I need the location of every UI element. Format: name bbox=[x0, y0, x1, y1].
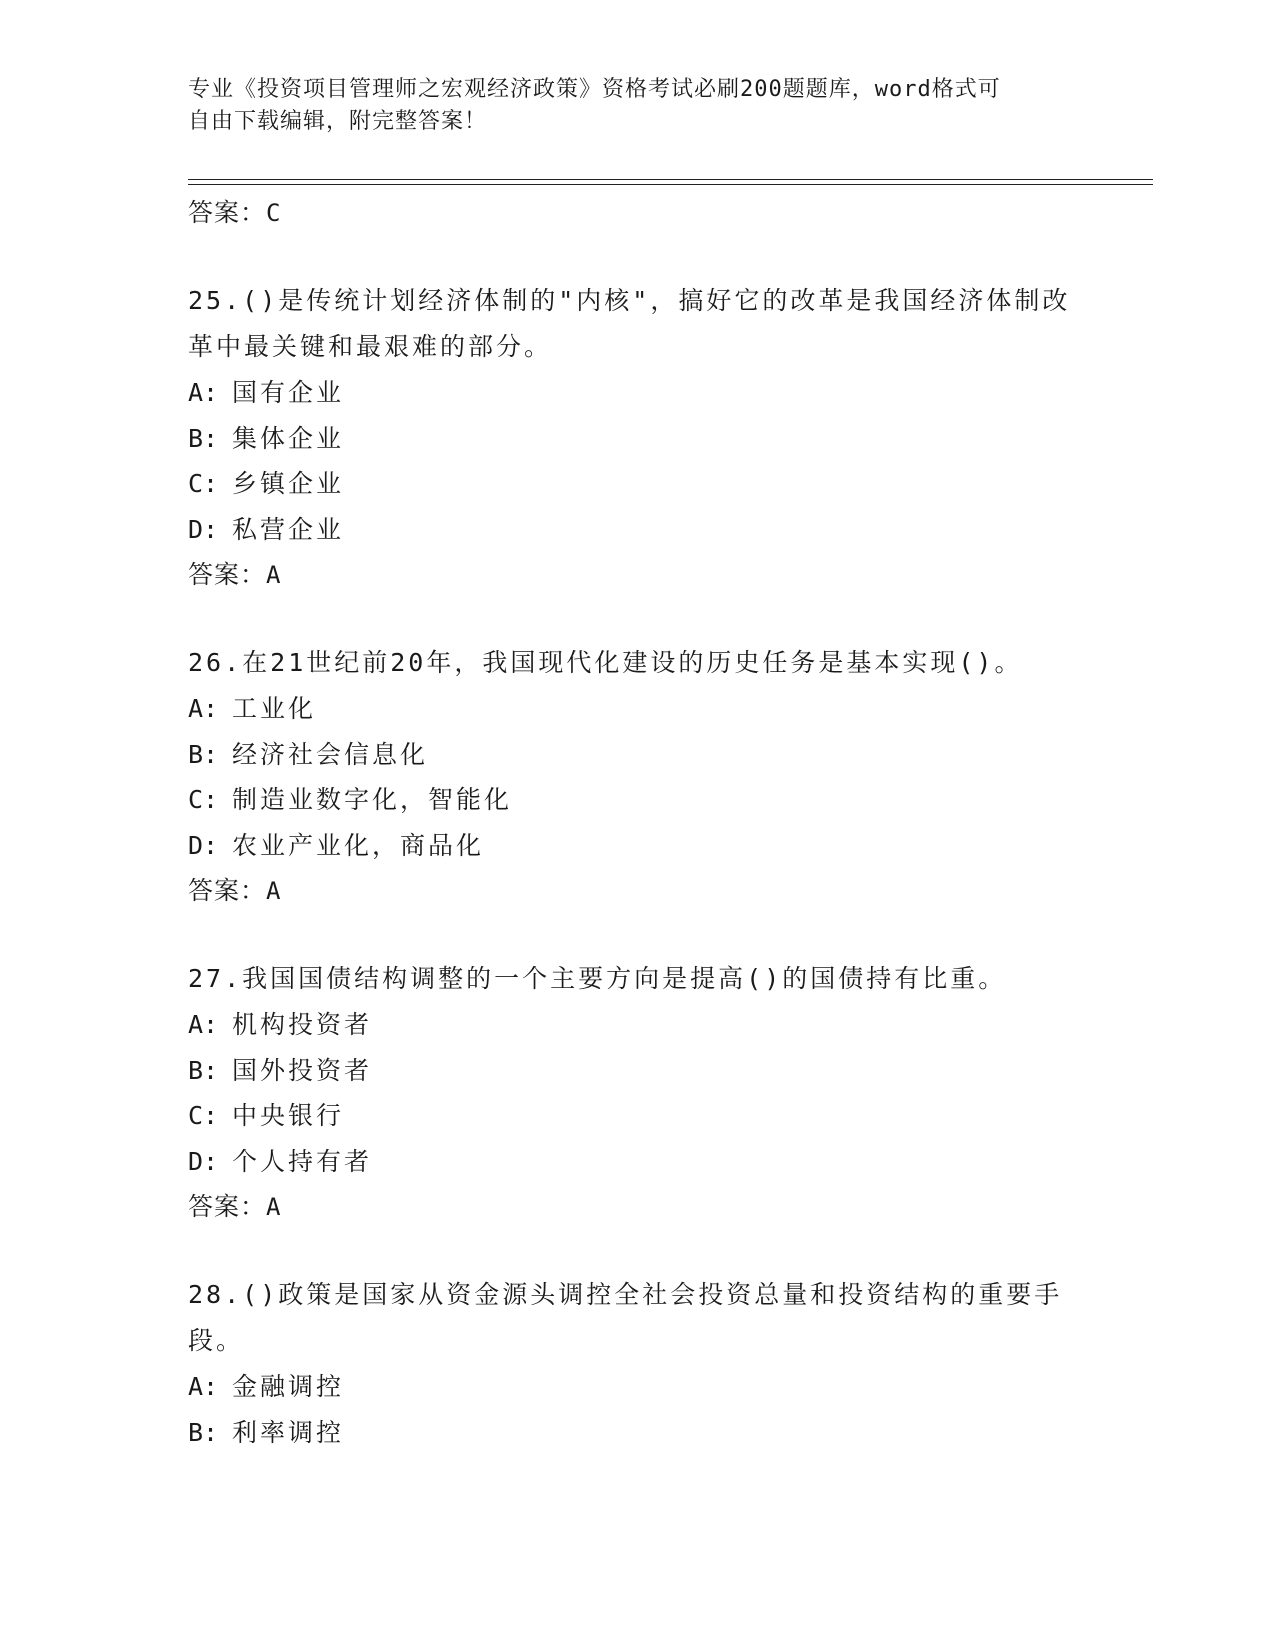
stem-line: 28.()政策是国家从资金源头调控全社会投资总量和投资结构的重要手 bbox=[188, 1280, 1063, 1309]
option-b bbox=[188, 1048, 1088, 1094]
option-letter: B: bbox=[188, 739, 219, 769]
option-text: 制造业数字化，智能化 bbox=[232, 785, 513, 814]
option-text: 金融调控 bbox=[232, 1372, 345, 1401]
option-text: 经济社会信息化 bbox=[232, 739, 429, 769]
option-a bbox=[188, 1002, 1088, 1048]
stem-line: 26.在21世纪前20年，我国现代化建设的历史任务是基本实现()。 bbox=[188, 648, 1023, 677]
document-header bbox=[188, 74, 1088, 138]
option-d bbox=[188, 507, 1088, 553]
question-stem bbox=[188, 1272, 1068, 1364]
stem-line: 27.我国国债结构调整的一个主要方向是提高()的国债持有比重。 bbox=[188, 964, 1007, 993]
option-letter: C: bbox=[188, 1101, 219, 1130]
option-text: 国外投资者 bbox=[232, 1055, 373, 1085]
option-text: 集体企业 bbox=[232, 423, 345, 453]
question-stem bbox=[188, 278, 1071, 370]
answer-label: 答案： bbox=[188, 876, 267, 905]
answer-value: A bbox=[266, 1193, 282, 1221]
option-text: 中央银行 bbox=[232, 1101, 345, 1130]
option-c bbox=[188, 1093, 1088, 1139]
answer-line bbox=[188, 190, 1088, 236]
header-divider-bottom bbox=[188, 184, 1153, 185]
option-letter: D: bbox=[188, 1146, 219, 1176]
option-b bbox=[188, 416, 1088, 462]
answer-label: 答案： bbox=[188, 198, 267, 227]
option-a bbox=[188, 370, 1088, 416]
option-c bbox=[188, 461, 1088, 507]
question-list bbox=[188, 190, 1088, 1455]
option-letter: A: bbox=[188, 1010, 219, 1039]
header-line-2: 自由下载编辑，附完整答案！ bbox=[188, 109, 488, 134]
option-text: 国有企业 bbox=[232, 378, 345, 407]
option-a bbox=[188, 686, 1088, 732]
answer-line bbox=[188, 1184, 1088, 1230]
option-text: 乡镇企业 bbox=[232, 469, 345, 498]
answer-label: 答案： bbox=[188, 560, 267, 589]
option-c bbox=[188, 777, 1088, 823]
option-text: 利率调控 bbox=[232, 1417, 345, 1447]
option-letter: B: bbox=[188, 1055, 219, 1085]
answer-value: A bbox=[266, 877, 282, 905]
answer-value: A bbox=[266, 561, 282, 589]
option-letter: D: bbox=[188, 514, 219, 544]
stem-line: 25.()是传统计划经济体制的"内核"，搞好它的改革是我国经济体制改 bbox=[188, 286, 1071, 315]
option-b bbox=[188, 1410, 1088, 1456]
option-letter: D: bbox=[188, 830, 219, 860]
answer-line bbox=[188, 868, 1088, 914]
option-text: 个人持有者 bbox=[232, 1146, 373, 1176]
stem-line: 革中最关键和最艰难的部分。 bbox=[188, 332, 553, 361]
option-letter: C: bbox=[188, 785, 219, 814]
option-text: 私营企业 bbox=[232, 514, 345, 544]
option-d bbox=[188, 1139, 1088, 1185]
option-letter: C: bbox=[188, 469, 219, 498]
option-letter: B: bbox=[188, 423, 219, 453]
question-28 bbox=[188, 1272, 1088, 1455]
answer-label: 答案： bbox=[188, 1192, 267, 1221]
answer-value: C bbox=[266, 199, 282, 227]
question-stem bbox=[188, 956, 1068, 1002]
option-letter: B: bbox=[188, 1417, 219, 1447]
answer-line bbox=[188, 552, 1088, 598]
option-letter: A: bbox=[188, 378, 219, 407]
option-text: 工业化 bbox=[232, 694, 317, 723]
option-text: 农业产业化，商品化 bbox=[232, 830, 485, 860]
option-letter: A: bbox=[188, 1372, 219, 1401]
option-a bbox=[188, 1364, 1088, 1410]
question-stem bbox=[188, 640, 1068, 686]
option-b bbox=[188, 732, 1088, 778]
question-27 bbox=[188, 956, 1088, 1230]
option-text: 机构投资者 bbox=[232, 1010, 373, 1039]
question-25 bbox=[188, 278, 1088, 598]
question-26 bbox=[188, 640, 1088, 914]
header-divider-top bbox=[188, 179, 1153, 180]
header-line-1: 专业《投资项目管理师之宏观经济政策》资格考试必刷200题题库，word格式可 bbox=[188, 77, 1001, 102]
stem-line: 段。 bbox=[188, 1326, 245, 1355]
option-letter: A: bbox=[188, 694, 219, 723]
option-d bbox=[188, 823, 1088, 869]
